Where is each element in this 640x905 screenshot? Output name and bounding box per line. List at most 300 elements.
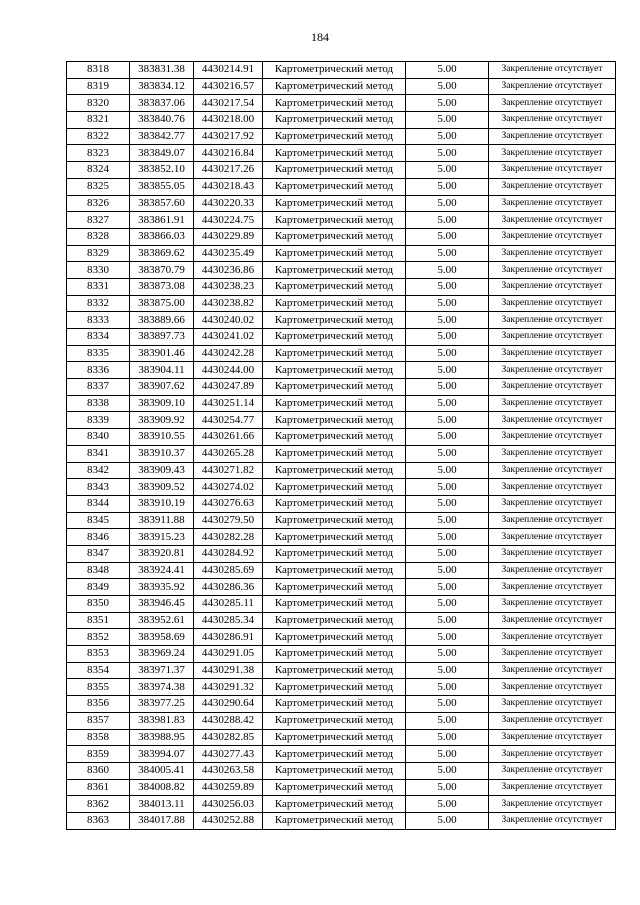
accuracy-cell: 5.00 [406,212,489,229]
fixation-note-cell: Закрепление отсутствует [489,145,616,162]
x-coordinate-cell: 383909.43 [130,462,194,479]
fixation-note-cell: Закрепление отсутствует [489,195,616,212]
point-number-cell: 8348 [67,562,130,579]
accuracy-cell: 5.00 [406,228,489,245]
point-number-cell: 8331 [67,278,130,295]
table-row [67,295,616,312]
x-coordinate-cell: 383855.05 [130,178,194,195]
fixation-note-cell: Закрепление отсутствует [489,812,616,829]
x-coordinate-cell: 383911.88 [130,512,194,529]
method-cell: Картометрический метод [263,162,406,179]
x-coordinate-cell: 384013.11 [130,796,194,813]
y-coordinate-cell: 4430279.50 [194,512,263,529]
table-row [67,679,616,696]
x-coordinate-cell: 383910.37 [130,445,194,462]
table-row [67,329,616,346]
method-cell: Картометрический метод [263,445,406,462]
table-row [67,479,616,496]
fixation-note-cell: Закрепление отсутствует [489,612,616,629]
accuracy-cell: 5.00 [406,345,489,362]
point-number-cell: 8322 [67,128,130,145]
table-row [67,162,616,179]
fixation-note-cell: Закрепление отсутствует [489,762,616,779]
method-cell: Картометрический метод [263,579,406,596]
x-coordinate-cell: 383946.45 [130,596,194,613]
x-coordinate-cell: 383842.77 [130,128,194,145]
fixation-note-cell: Закрепление отсутствует [489,646,616,663]
point-number-cell: 8326 [67,195,130,212]
table-row [67,746,616,763]
y-coordinate-cell: 4430217.54 [194,95,263,112]
point-number-cell: 8340 [67,429,130,446]
fixation-note-cell: Закрепление отсутствует [489,245,616,262]
table-row [67,529,616,546]
method-cell: Картометрический метод [263,612,406,629]
y-coordinate-cell: 4430216.57 [194,78,263,95]
x-coordinate-cell: 383909.52 [130,479,194,496]
fixation-note-cell: Закрепление отсутствует [489,562,616,579]
x-coordinate-cell: 383969.24 [130,646,194,663]
accuracy-cell: 5.00 [406,379,489,396]
fixation-note-cell: Закрепление отсутствует [489,429,616,446]
accuracy-cell: 5.00 [406,596,489,613]
x-coordinate-cell: 383909.92 [130,412,194,429]
x-coordinate-cell: 383910.55 [130,429,194,446]
y-coordinate-cell: 4430263.58 [194,762,263,779]
x-coordinate-cell: 383866.03 [130,228,194,245]
x-coordinate-cell: 383901.46 [130,345,194,362]
y-coordinate-cell: 4430224.75 [194,212,263,229]
accuracy-cell: 5.00 [406,312,489,329]
y-coordinate-cell: 4430271.82 [194,462,263,479]
x-coordinate-cell: 383920.81 [130,545,194,562]
point-number-cell: 8347 [67,545,130,562]
point-number-cell: 8343 [67,479,130,496]
fixation-note-cell: Закрепление отсутствует [489,746,616,763]
accuracy-cell: 5.00 [406,362,489,379]
point-number-cell: 8321 [67,112,130,129]
point-number-cell: 8327 [67,212,130,229]
method-cell: Картометрический метод [263,212,406,229]
y-coordinate-cell: 4430217.92 [194,128,263,145]
fixation-note-cell: Закрепление отсутствует [489,545,616,562]
x-coordinate-cell: 383971.37 [130,662,194,679]
coordinates-table-body [67,62,616,830]
table-row [67,95,616,112]
fixation-note-cell: Закрепление отсутствует [489,629,616,646]
fixation-note-cell: Закрепление отсутствует [489,512,616,529]
table-row [67,579,616,596]
y-coordinate-cell: 4430251.14 [194,395,263,412]
table-row [67,195,616,212]
method-cell: Картометрический метод [263,712,406,729]
table-row [67,712,616,729]
fixation-note-cell: Закрепление отсутствует [489,295,616,312]
y-coordinate-cell: 4430217.26 [194,162,263,179]
x-coordinate-cell: 383935.92 [130,579,194,596]
fixation-note-cell: Закрепление отсутствует [489,379,616,396]
accuracy-cell: 5.00 [406,295,489,312]
point-number-cell: 8341 [67,445,130,462]
y-coordinate-cell: 4430229.89 [194,228,263,245]
point-number-cell: 8320 [67,95,130,112]
table-row [67,312,616,329]
method-cell: Картометрический метод [263,479,406,496]
method-cell: Картометрический метод [263,545,406,562]
method-cell: Картометрический метод [263,512,406,529]
x-coordinate-cell: 383852.10 [130,162,194,179]
fixation-note-cell: Закрепление отсутствует [489,162,616,179]
point-number-cell: 8361 [67,779,130,796]
x-coordinate-cell: 383869.62 [130,245,194,262]
fixation-note-cell: Закрепление отсутствует [489,329,616,346]
accuracy-cell: 5.00 [406,495,489,512]
accuracy-cell: 5.00 [406,612,489,629]
accuracy-cell: 5.00 [406,746,489,763]
fixation-note-cell: Закрепление отсутствует [489,228,616,245]
y-coordinate-cell: 4430284.92 [194,545,263,562]
fixation-note-cell: Закрепление отсутствует [489,178,616,195]
table-row [67,112,616,129]
method-cell: Картометрический метод [263,345,406,362]
point-number-cell: 8333 [67,312,130,329]
table-row [67,128,616,145]
point-number-cell: 8323 [67,145,130,162]
x-coordinate-cell: 383875.00 [130,295,194,312]
fixation-note-cell: Закрепление отсутствует [489,278,616,295]
accuracy-cell: 5.00 [406,329,489,346]
method-cell: Картометрический метод [263,145,406,162]
x-coordinate-cell: 383909.10 [130,395,194,412]
x-coordinate-cell: 384017.88 [130,812,194,829]
table-row [67,78,616,95]
y-coordinate-cell: 4430218.43 [194,178,263,195]
accuracy-cell: 5.00 [406,512,489,529]
fixation-note-cell: Закрепление отсутствует [489,262,616,279]
y-coordinate-cell: 4430216.84 [194,145,263,162]
point-number-cell: 8338 [67,395,130,412]
method-cell: Картометрический метод [263,62,406,79]
fixation-note-cell: Закрепление отсутствует [489,95,616,112]
accuracy-cell: 5.00 [406,462,489,479]
method-cell: Картометрический метод [263,128,406,145]
table-row [67,762,616,779]
accuracy-cell: 5.00 [406,796,489,813]
point-number-cell: 8329 [67,245,130,262]
table-row [67,379,616,396]
x-coordinate-cell: 383974.38 [130,679,194,696]
y-coordinate-cell: 4430220.33 [194,195,263,212]
table-row [67,178,616,195]
y-coordinate-cell: 4430285.11 [194,596,263,613]
accuracy-cell: 5.00 [406,529,489,546]
point-number-cell: 8318 [67,62,130,79]
table-row [67,212,616,229]
x-coordinate-cell: 383857.60 [130,195,194,212]
table-row [67,62,616,79]
table-row [67,445,616,462]
fixation-note-cell: Закрепление отсутствует [489,679,616,696]
method-cell: Картометрический метод [263,495,406,512]
accuracy-cell: 5.00 [406,679,489,696]
accuracy-cell: 5.00 [406,479,489,496]
fixation-note-cell: Закрепление отсутствует [489,312,616,329]
fixation-note-cell: Закрепление отсутствует [489,362,616,379]
fixation-note-cell: Закрепление отсутствует [489,62,616,79]
method-cell: Картометрический метод [263,312,406,329]
accuracy-cell: 5.00 [406,95,489,112]
method-cell: Картометрический метод [263,195,406,212]
point-number-cell: 8344 [67,495,130,512]
method-cell: Картометрический метод [263,262,406,279]
accuracy-cell: 5.00 [406,445,489,462]
fixation-note-cell: Закрепление отсутствует [489,712,616,729]
fixation-note-cell: Закрепление отсутствует [489,395,616,412]
method-cell: Картометрический метод [263,629,406,646]
point-number-cell: 8357 [67,712,130,729]
point-number-cell: 8332 [67,295,130,312]
accuracy-cell: 5.00 [406,729,489,746]
point-number-cell: 8339 [67,412,130,429]
x-coordinate-cell: 383915.23 [130,529,194,546]
accuracy-cell: 5.00 [406,262,489,279]
y-coordinate-cell: 4430256.03 [194,796,263,813]
table-row [67,145,616,162]
fixation-note-cell: Закрепление отсутствует [489,78,616,95]
table-row [67,545,616,562]
point-number-cell: 8325 [67,178,130,195]
x-coordinate-cell: 384008.82 [130,779,194,796]
accuracy-cell: 5.00 [406,812,489,829]
table-row [67,596,616,613]
table-row [67,562,616,579]
method-cell: Картометрический метод [263,178,406,195]
table-row [67,262,616,279]
y-coordinate-cell: 4430277.43 [194,746,263,763]
y-coordinate-cell: 4430235.49 [194,245,263,262]
table-row [67,412,616,429]
x-coordinate-cell: 383837.06 [130,95,194,112]
table-row [67,395,616,412]
fixation-note-cell: Закрепление отсутствует [489,128,616,145]
accuracy-cell: 5.00 [406,395,489,412]
method-cell: Картометрический метод [263,812,406,829]
accuracy-cell: 5.00 [406,579,489,596]
accuracy-cell: 5.00 [406,128,489,145]
x-coordinate-cell: 383889.66 [130,312,194,329]
x-coordinate-cell: 383924.41 [130,562,194,579]
point-number-cell: 8350 [67,596,130,613]
table-row [67,696,616,713]
fixation-note-cell: Закрепление отсутствует [489,345,616,362]
method-cell: Картометрический метод [263,379,406,396]
y-coordinate-cell: 4430291.32 [194,679,263,696]
point-number-cell: 8324 [67,162,130,179]
x-coordinate-cell: 383870.79 [130,262,194,279]
x-coordinate-cell: 383958.69 [130,629,194,646]
y-coordinate-cell: 4430261.66 [194,429,263,446]
accuracy-cell: 5.00 [406,562,489,579]
method-cell: Картометрический метод [263,529,406,546]
y-coordinate-cell: 4430286.91 [194,629,263,646]
y-coordinate-cell: 4430274.02 [194,479,263,496]
point-number-cell: 8342 [67,462,130,479]
point-number-cell: 8352 [67,629,130,646]
y-coordinate-cell: 4430218.00 [194,112,263,129]
fixation-note-cell: Закрепление отсутствует [489,462,616,479]
method-cell: Картометрический метод [263,762,406,779]
y-coordinate-cell: 4430286.36 [194,579,263,596]
table-row [67,796,616,813]
method-cell: Картометрический метод [263,78,406,95]
table-row [67,429,616,446]
point-number-cell: 8353 [67,646,130,663]
point-number-cell: 8328 [67,228,130,245]
x-coordinate-cell: 383849.07 [130,145,194,162]
fixation-note-cell: Закрепление отсутствует [489,729,616,746]
method-cell: Картометрический метод [263,278,406,295]
table-row [67,662,616,679]
point-number-cell: 8334 [67,329,130,346]
point-number-cell: 8355 [67,679,130,696]
method-cell: Картометрический метод [263,696,406,713]
fixation-note-cell: Закрепление отсутствует [489,596,616,613]
y-coordinate-cell: 4430282.28 [194,529,263,546]
x-coordinate-cell: 383904.11 [130,362,194,379]
table-row [67,812,616,829]
x-coordinate-cell: 383907.62 [130,379,194,396]
fixation-note-cell: Закрепление отсутствует [489,412,616,429]
method-cell: Картометрический метод [263,112,406,129]
fixation-note-cell: Закрепление отсутствует [489,445,616,462]
accuracy-cell: 5.00 [406,195,489,212]
table-row [67,362,616,379]
method-cell: Картометрический метод [263,662,406,679]
y-coordinate-cell: 4430265.28 [194,445,263,462]
fixation-note-cell: Закрепление отсутствует [489,112,616,129]
fixation-note-cell: Закрепление отсутствует [489,495,616,512]
table-row [67,646,616,663]
table-row [67,345,616,362]
point-number-cell: 8358 [67,729,130,746]
fixation-note-cell: Закрепление отсутствует [489,579,616,596]
y-coordinate-cell: 4430236.86 [194,262,263,279]
accuracy-cell: 5.00 [406,278,489,295]
method-cell: Картометрический метод [263,746,406,763]
method-cell: Картометрический метод [263,679,406,696]
point-number-cell: 8349 [67,579,130,596]
accuracy-cell: 5.00 [406,779,489,796]
method-cell: Картометрический метод [263,395,406,412]
y-coordinate-cell: 4430214.91 [194,62,263,79]
accuracy-cell: 5.00 [406,412,489,429]
point-number-cell: 8360 [67,762,130,779]
x-coordinate-cell: 384005.41 [130,762,194,779]
point-number-cell: 8330 [67,262,130,279]
fixation-note-cell: Закрепление отсутствует [489,696,616,713]
accuracy-cell: 5.00 [406,178,489,195]
method-cell: Картометрический метод [263,245,406,262]
x-coordinate-cell: 383910.19 [130,495,194,512]
method-cell: Картометрический метод [263,729,406,746]
accuracy-cell: 5.00 [406,62,489,79]
x-coordinate-cell: 383988.95 [130,729,194,746]
method-cell: Картометрический метод [263,646,406,663]
y-coordinate-cell: 4430276.63 [194,495,263,512]
method-cell: Картометрический метод [263,362,406,379]
fixation-note-cell: Закрепление отсутствует [489,212,616,229]
method-cell: Картометрический метод [263,596,406,613]
accuracy-cell: 5.00 [406,662,489,679]
point-number-cell: 8356 [67,696,130,713]
accuracy-cell: 5.00 [406,78,489,95]
y-coordinate-cell: 4430247.89 [194,379,263,396]
method-cell: Картометрический метод [263,95,406,112]
x-coordinate-cell: 383861.91 [130,212,194,229]
point-number-cell: 8345 [67,512,130,529]
y-coordinate-cell: 4430242.28 [194,345,263,362]
y-coordinate-cell: 4430238.82 [194,295,263,312]
point-number-cell: 8335 [67,345,130,362]
y-coordinate-cell: 4430282.85 [194,729,263,746]
x-coordinate-cell: 383977.25 [130,696,194,713]
accuracy-cell: 5.00 [406,712,489,729]
accuracy-cell: 5.00 [406,162,489,179]
fixation-note-cell: Закрепление отсутствует [489,796,616,813]
table-row [67,729,616,746]
y-coordinate-cell: 4430252.88 [194,812,263,829]
table-row [67,245,616,262]
point-number-cell: 8346 [67,529,130,546]
x-coordinate-cell: 383831.38 [130,62,194,79]
y-coordinate-cell: 4430288.42 [194,712,263,729]
method-cell: Картометрический метод [263,462,406,479]
accuracy-cell: 5.00 [406,112,489,129]
point-number-cell: 8354 [67,662,130,679]
y-coordinate-cell: 4430285.34 [194,612,263,629]
y-coordinate-cell: 4430291.38 [194,662,263,679]
method-cell: Картометрический метод [263,779,406,796]
table-row [67,512,616,529]
x-coordinate-cell: 383981.83 [130,712,194,729]
method-cell: Картометрический метод [263,295,406,312]
y-coordinate-cell: 4430238.23 [194,278,263,295]
method-cell: Картометрический метод [263,329,406,346]
point-number-cell: 8336 [67,362,130,379]
method-cell: Картометрический метод [263,796,406,813]
fixation-note-cell: Закрепление отсутствует [489,479,616,496]
y-coordinate-cell: 4430290.64 [194,696,263,713]
y-coordinate-cell: 4430244.00 [194,362,263,379]
accuracy-cell: 5.00 [406,545,489,562]
table-row [67,779,616,796]
x-coordinate-cell: 383994.07 [130,746,194,763]
fixation-note-cell: Закрепление отсутствует [489,662,616,679]
fixation-note-cell: Закрепление отсутствует [489,779,616,796]
accuracy-cell: 5.00 [406,145,489,162]
fixation-note-cell: Закрепление отсутствует [489,529,616,546]
point-number-cell: 8363 [67,812,130,829]
point-number-cell: 8359 [67,746,130,763]
accuracy-cell: 5.00 [406,762,489,779]
point-number-cell: 8351 [67,612,130,629]
point-number-cell: 8362 [67,796,130,813]
x-coordinate-cell: 383952.61 [130,612,194,629]
y-coordinate-cell: 4430259.89 [194,779,263,796]
table-row [67,612,616,629]
y-coordinate-cell: 4430254.77 [194,412,263,429]
accuracy-cell: 5.00 [406,245,489,262]
